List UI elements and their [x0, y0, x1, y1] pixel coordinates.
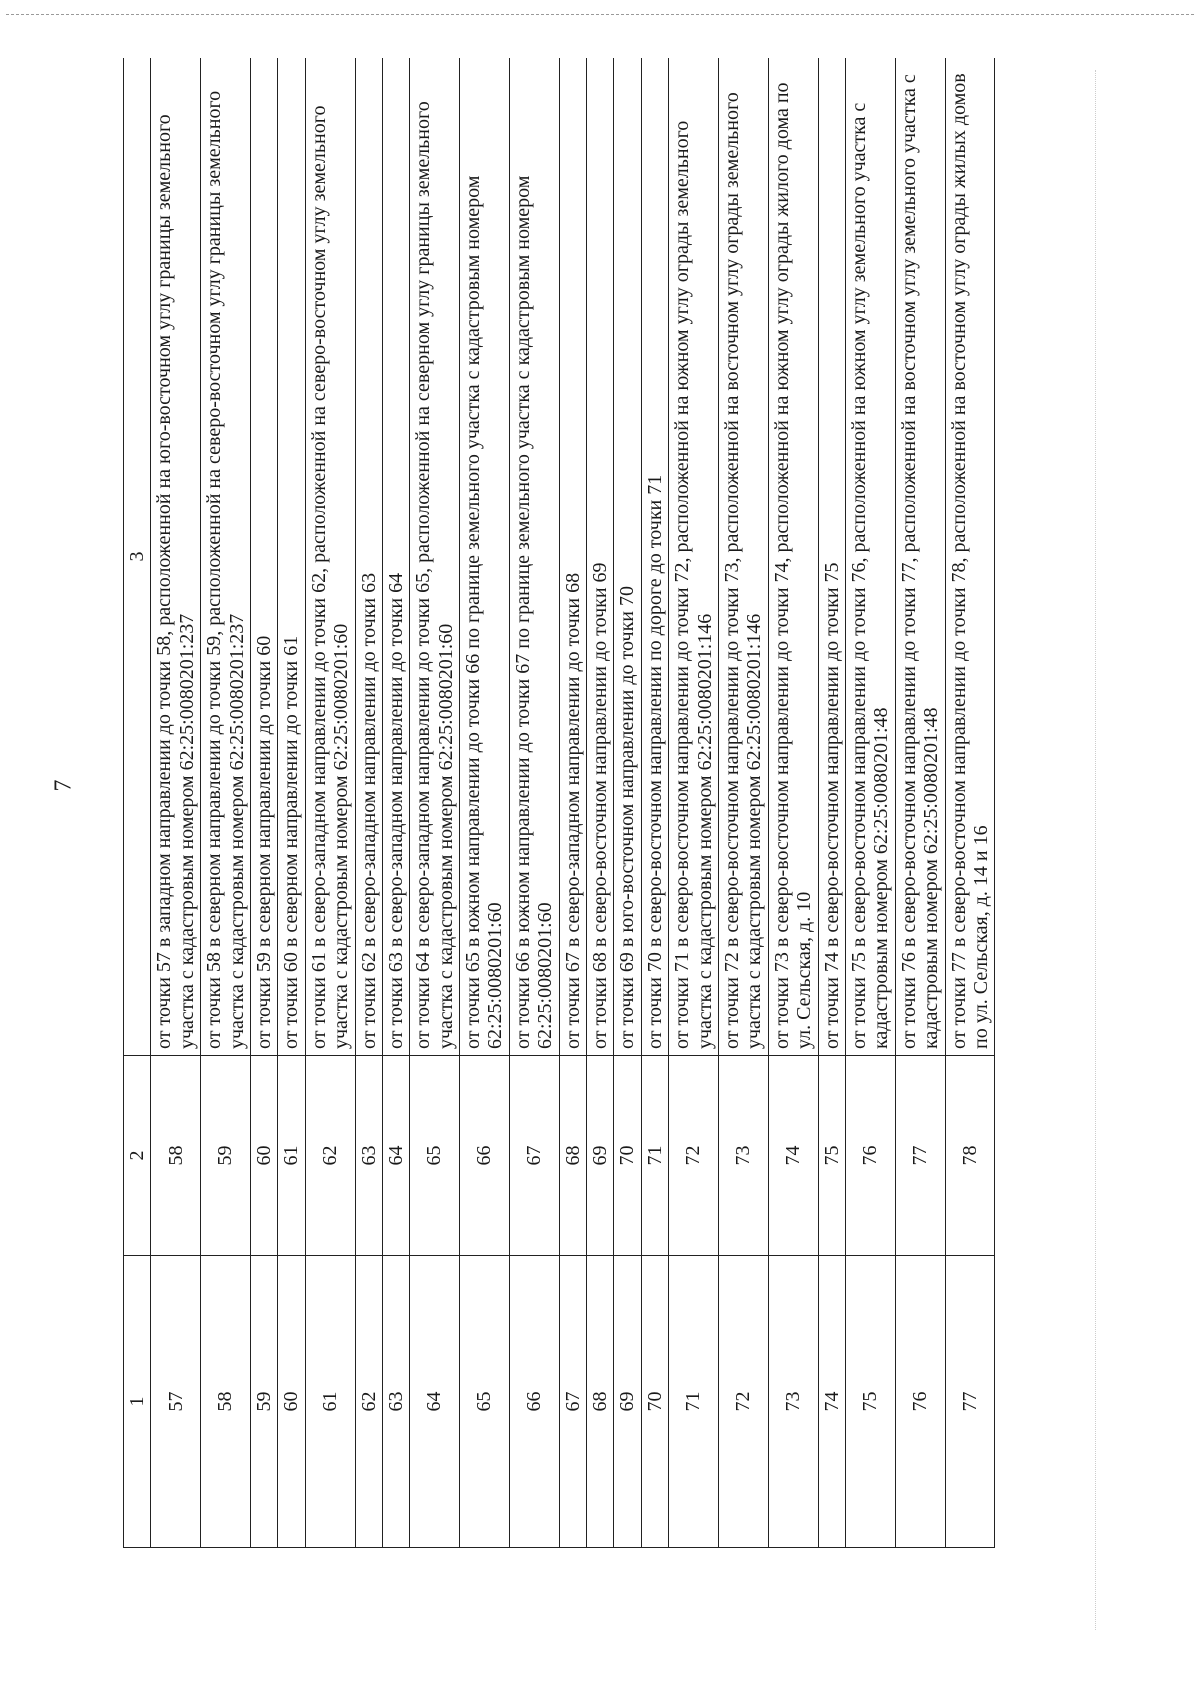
description-cell: от точки 73 в северо-восточном направлении до точки 74, расположенной на южном углу ограды жилого дома по ул. Сельская, д. 10	[768, 58, 818, 1056]
from-point-cell: 58	[201, 1256, 251, 1548]
to-point-cell: 67	[509, 1056, 559, 1256]
table-row	[151, 58, 201, 1548]
table-row	[818, 58, 845, 1548]
description-cell: от точки 63 в северо-западном направлении до точки 64	[382, 58, 409, 1056]
to-point-cell: 77	[895, 1056, 945, 1256]
from-point-cell: 63	[382, 1256, 409, 1548]
from-point-cell: 72	[718, 1256, 768, 1548]
from-point-cell: 76	[895, 1256, 945, 1548]
table-row	[250, 58, 277, 1548]
description-cell: от точки 59 в северном направлении до точки 60	[250, 58, 277, 1056]
table-row	[845, 58, 895, 1548]
from-point-cell: 67	[559, 1256, 586, 1548]
rotated-table-content	[123, 58, 1083, 1548]
description-cell: от точки 61 в северо-западном направлении до точки 62, расположенной на северо-восточном углу земельного участка с кадастровым номером 62:25:0080201:60	[305, 58, 355, 1056]
table-row	[355, 58, 382, 1548]
from-point-cell: 71	[669, 1256, 719, 1548]
from-point-cell: 66	[509, 1256, 559, 1548]
table-row	[410, 58, 460, 1548]
table-row	[895, 58, 945, 1548]
to-point-cell: 59	[201, 1056, 251, 1256]
description-cell: от точки 62 в северо-западном направлении до точки 63	[355, 58, 382, 1056]
to-point-cell: 63	[355, 1056, 382, 1256]
from-point-cell: 74	[818, 1256, 845, 1548]
table-row	[559, 58, 586, 1548]
table-row	[382, 58, 409, 1548]
description-cell: от точки 68 в северо-восточном направлении до точки 69	[587, 58, 614, 1056]
to-point-cell: 60	[250, 1056, 277, 1256]
table-row	[587, 58, 614, 1548]
description-cell: от точки 67 в северо-западном направлении до точки 68	[559, 58, 586, 1056]
description-cell: от точки 66 в южном направлении до точки 67 по границе земельного участка с кадастровым номером 62:25:0080201:60	[509, 58, 559, 1056]
from-point-cell: 70	[641, 1256, 668, 1548]
header-col-3: 3	[124, 58, 151, 1056]
description-cell: от точки 70 в северо-восточном направлении по дороге до точки 71	[641, 58, 668, 1056]
to-point-cell: 71	[641, 1056, 668, 1256]
from-point-cell: 62	[355, 1256, 382, 1548]
to-point-cell: 74	[768, 1056, 818, 1256]
to-point-cell: 72	[669, 1056, 719, 1256]
from-point-cell: 61	[305, 1256, 355, 1548]
description-cell: от точки 69 в юго-восточном направлении до точки 70	[614, 58, 641, 1056]
scan-margin-dots	[1095, 70, 1096, 1630]
table-row	[614, 58, 641, 1548]
description-cell: от точки 75 в северо-восточном направлении до точки 76, расположенной на южном углу земельного участка с кадастровым номером 62:25:0080201:48	[845, 58, 895, 1056]
scan-edge-line	[6, 14, 1194, 15]
to-point-cell: 76	[845, 1056, 895, 1256]
description-cell: от точки 60 в северном направлении до точки 61	[278, 58, 305, 1056]
table-row	[460, 58, 510, 1548]
table-row	[278, 58, 305, 1548]
table-row	[768, 58, 818, 1548]
from-point-cell: 60	[278, 1256, 305, 1548]
description-cell: от точки 74 в северо-восточном направлении до точки 75	[818, 58, 845, 1056]
from-point-cell: 69	[614, 1256, 641, 1548]
to-point-cell: 65	[410, 1056, 460, 1256]
to-point-cell: 68	[559, 1056, 586, 1256]
to-point-cell: 62	[305, 1056, 355, 1256]
boundary-points-table	[123, 58, 995, 1548]
description-cell: от точки 77 в северо-восточном направлении до точки 78, расположенной на восточном углу ограды жилых домов по ул. Сельская, д. 14 и 16	[945, 58, 995, 1056]
table-row	[669, 58, 719, 1548]
table-row	[305, 58, 355, 1548]
table-row	[641, 58, 668, 1548]
from-point-cell: 77	[945, 1256, 995, 1548]
description-cell: от точки 72 в северо-восточном направлении до точки 73, расположенной на восточном углу ограды земельного участка с кадастровым номером 62:25:0080201:146	[718, 58, 768, 1056]
to-point-cell: 69	[587, 1056, 614, 1256]
description-cell: от точки 58 в северном направлении до точки 59, расположенной на северо-восточном углу границы земельного участка с кадастровым номером 62:25:0080201:237	[201, 58, 251, 1056]
description-cell: от точки 71 в северо-восточном направлении до точки 72, расположенной на южном углу ограды земельного участка с кадастровым номером 62:25:0080201:146	[669, 58, 719, 1056]
table-row	[718, 58, 768, 1548]
table-row	[945, 58, 995, 1548]
description-cell: от точки 76 в северо-восточном направлении до точки 77, расположенной на восточном углу земельного участка с кадастровым номером 62:25:0080201:48	[895, 58, 945, 1056]
description-cell: от точки 57 в западном направлении до точки 58, расположенной на юго-восточном углу границы земельного участка с кадастровым номером 62:25:0080201:237	[151, 58, 201, 1056]
from-point-cell: 59	[250, 1256, 277, 1548]
from-point-cell: 73	[768, 1256, 818, 1548]
from-point-cell: 64	[410, 1256, 460, 1548]
to-point-cell: 75	[818, 1056, 845, 1256]
table-header-row	[124, 58, 151, 1548]
page-number: 7	[50, 779, 77, 792]
from-point-cell: 65	[460, 1256, 510, 1548]
to-point-cell: 73	[718, 1056, 768, 1256]
table-row	[201, 58, 251, 1548]
header-col-1: 1	[124, 1256, 151, 1548]
table-row	[509, 58, 559, 1548]
description-cell: от точки 64 в северо-западном направлении до точки 65, расположенной на северном углу границы земельного участка с кадастровым номером 62:25:0080201:60	[410, 58, 460, 1056]
to-point-cell: 58	[151, 1056, 201, 1256]
from-point-cell: 75	[845, 1256, 895, 1548]
header-col-2: 2	[124, 1056, 151, 1256]
to-point-cell: 70	[614, 1056, 641, 1256]
to-point-cell: 61	[278, 1056, 305, 1256]
to-point-cell: 64	[382, 1056, 409, 1256]
from-point-cell: 57	[151, 1256, 201, 1548]
rotated-table-frame	[123, 58, 1083, 1548]
description-cell: от точки 65 в южном направлении до точки 66 по границе земельного участка с кадастровым номером 62:25:0080201:60	[460, 58, 510, 1056]
to-point-cell: 66	[460, 1056, 510, 1256]
to-point-cell: 78	[945, 1056, 995, 1256]
from-point-cell: 68	[587, 1256, 614, 1548]
